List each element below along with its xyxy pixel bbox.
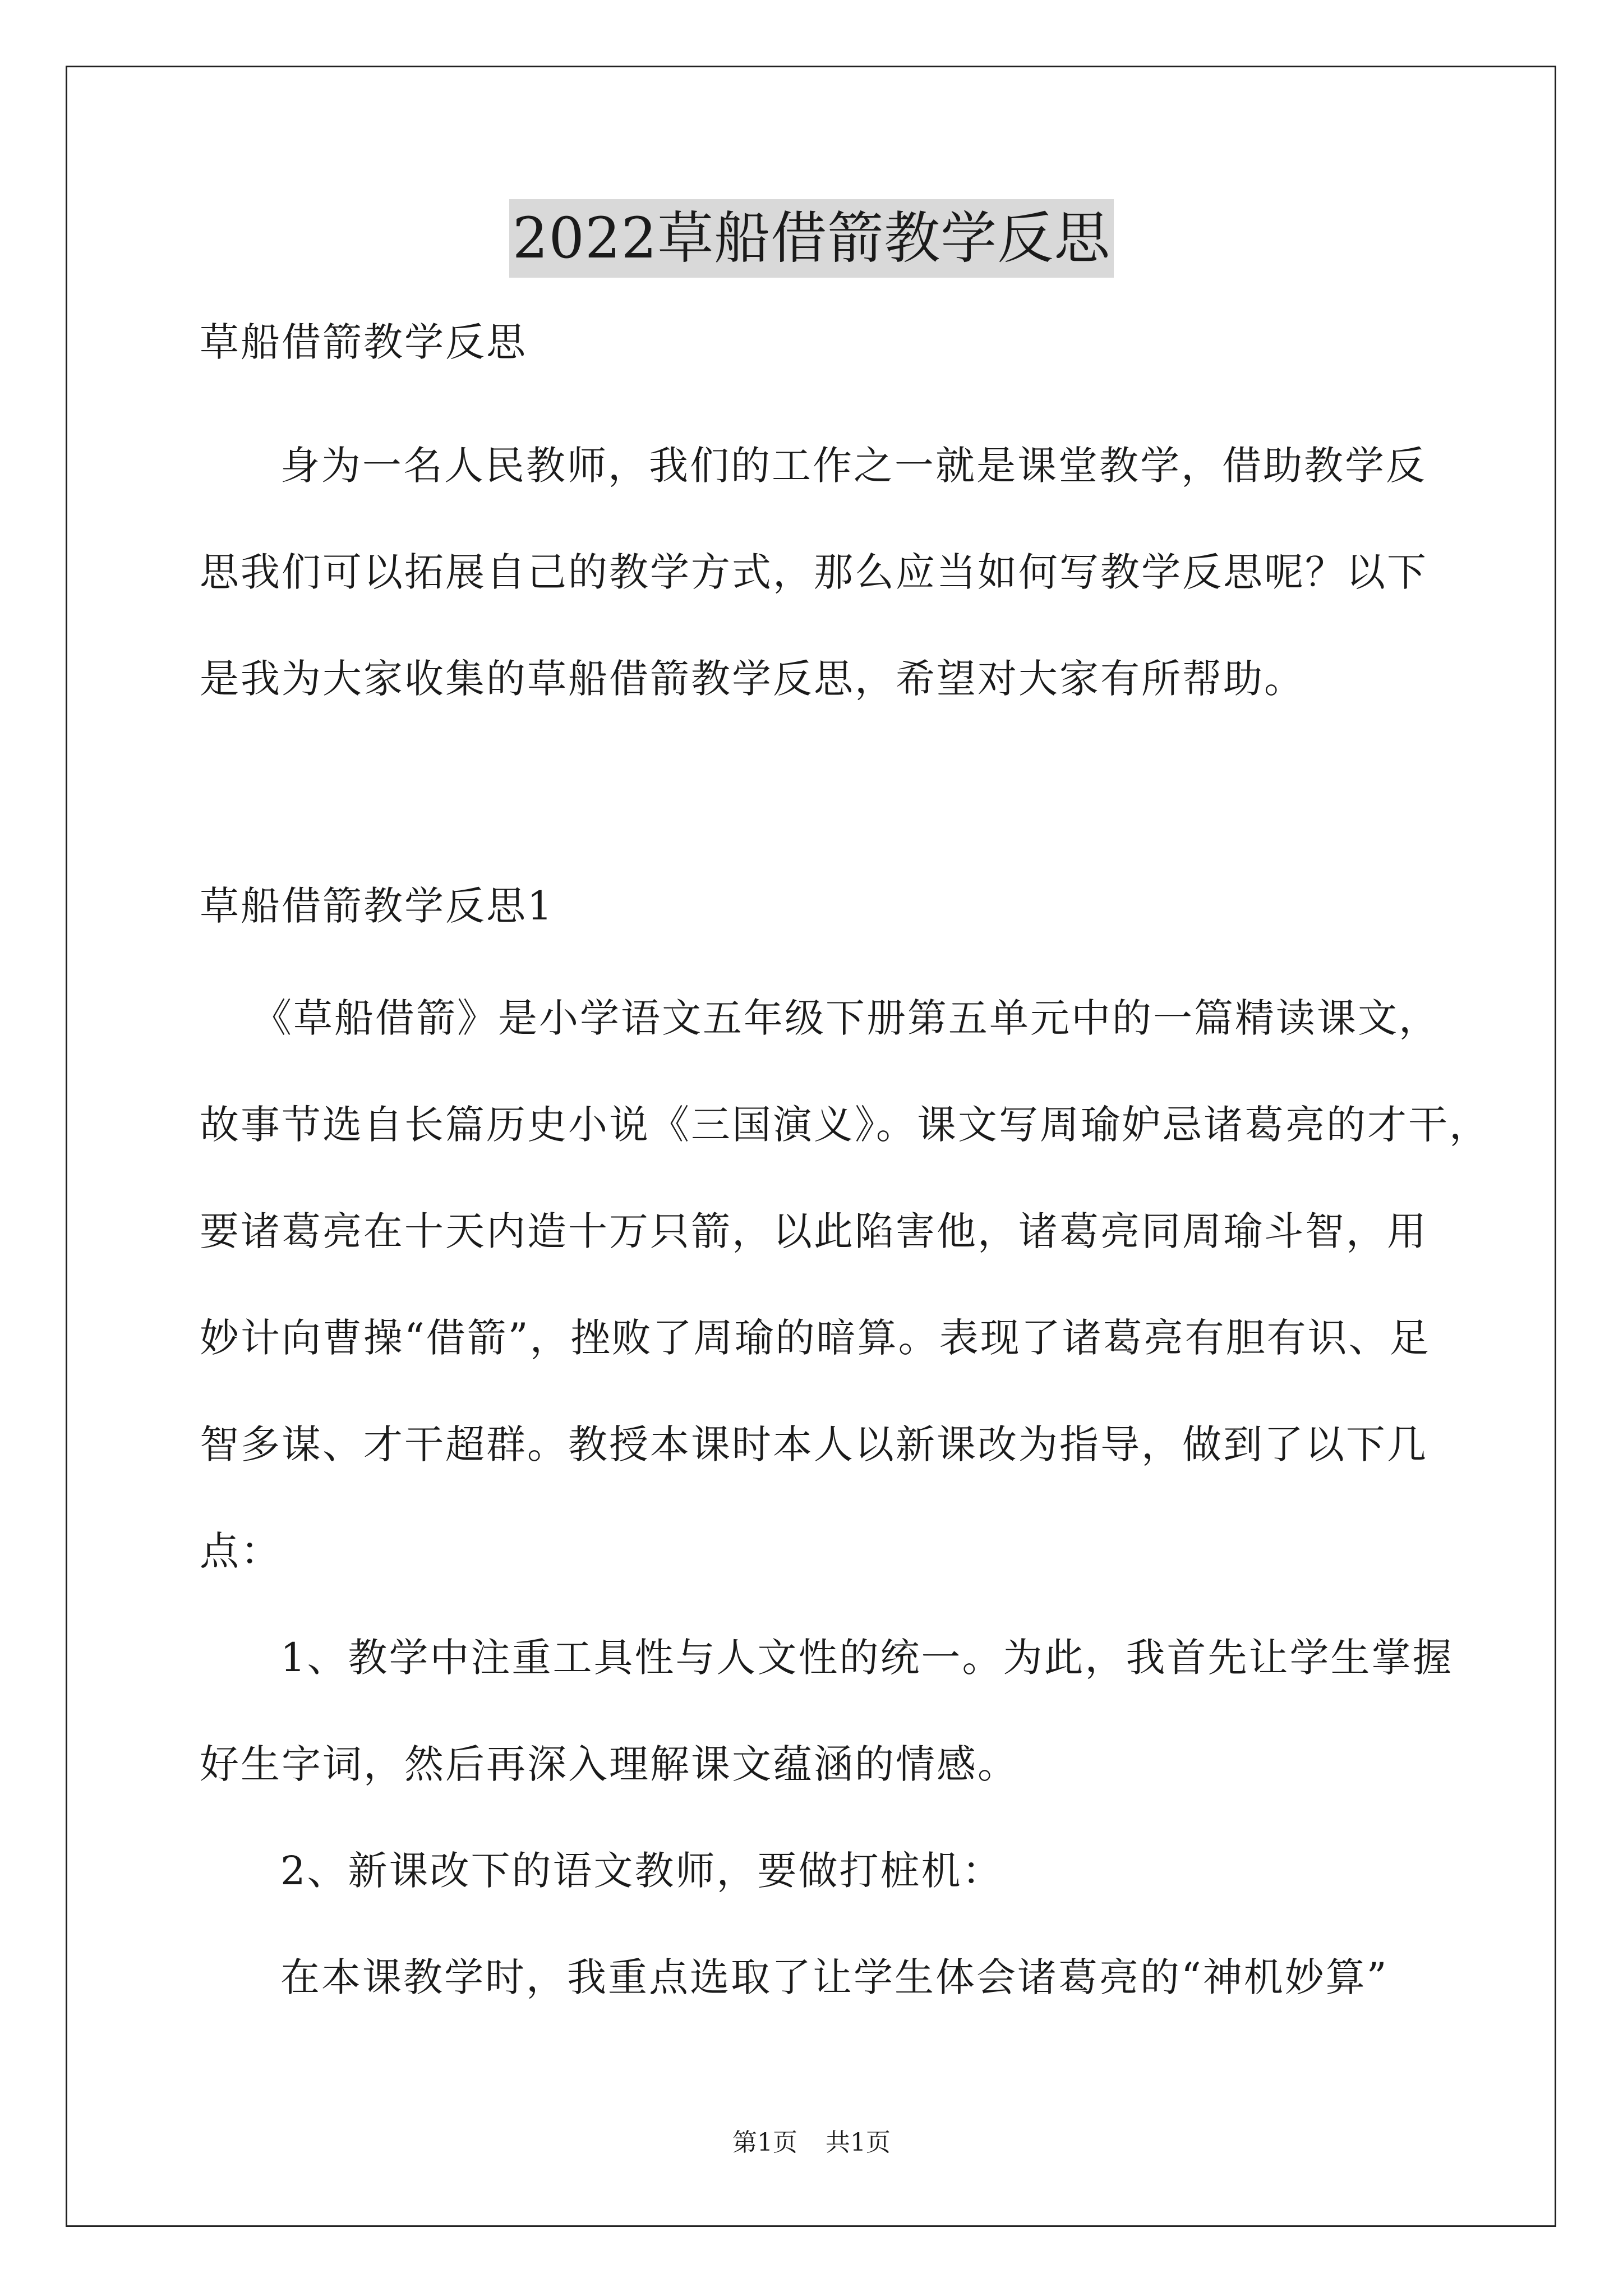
paragraph-line: 是我为大家收集的草船借箭教学反思，希望对大家有所帮助。 bbox=[200, 656, 1305, 702]
page-number: 第1页 bbox=[732, 2128, 797, 2157]
paragraph-line: 《草船借箭》是小学语文五年级下册第五单元中的一篇精读课文， bbox=[252, 995, 1440, 1041]
page-footer bbox=[0, 2126, 1623, 2160]
title-container bbox=[0, 199, 1623, 278]
page-total: 共1页 bbox=[826, 2128, 891, 2157]
paragraph-line: 妙计向曹操“借箭”，挫败了周瑜的暗算。表现了诸葛亮有胆有识、足 bbox=[200, 1315, 1431, 1361]
paragraph-line: 思我们可以拓展自己的教学方式，那么应当如何写教学反思呢？以下 bbox=[200, 549, 1428, 595]
paragraph-line: 智多谋、才干超群。教授本课时本人以新课改为指导，做到了以下几 bbox=[200, 1421, 1428, 1467]
paragraph-line: 身为一名人民教师，我们的工作之一就是课堂教学，借助教学反 bbox=[280, 443, 1427, 489]
section-heading: 草船借箭教学反思1 bbox=[200, 883, 554, 929]
section-heading: 草船借箭教学反思 bbox=[200, 319, 527, 365]
document-title: 2022草船借箭教学反思 bbox=[509, 199, 1114, 278]
paragraph-line: 1、教学中注重工具性与人文性的统一。为此，我首先让学生掌握 bbox=[280, 1635, 1454, 1681]
paragraph-line: 2、新课改下的语文教师，要做打桩机： bbox=[280, 1848, 1003, 1894]
paragraph-line: 要诸葛亮在十天内造十万只箭，以此陷害他，诸葛亮同周瑜斗智，用 bbox=[200, 1208, 1428, 1254]
paragraph-line: 故事节选自长篇历史小说《三国演义》。课文写周瑜妒忌诸葛亮的才干， bbox=[200, 1102, 1490, 1148]
paragraph-line: 点： bbox=[200, 1528, 282, 1574]
paragraph-line: 好生字词，然后再深入理解课文蕴涵的情感。 bbox=[200, 1741, 1018, 1787]
paragraph-line: 在本课教学时，我重点选取了让学生体会诸葛亮的“神机妙算” bbox=[280, 1954, 1389, 2000]
